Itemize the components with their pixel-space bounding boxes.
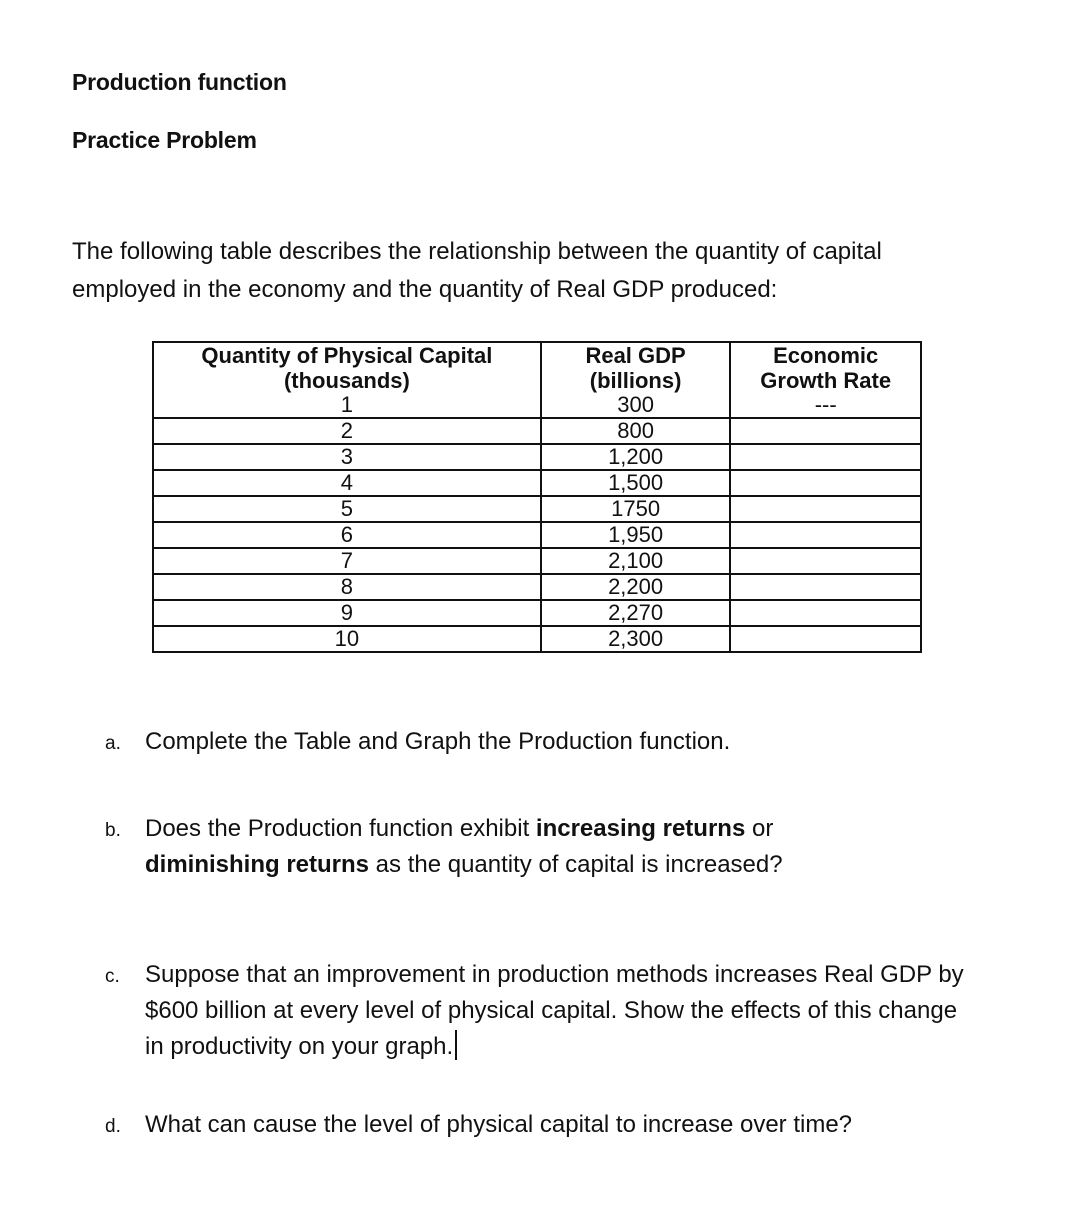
- gdp-cell: 1,500: [541, 470, 731, 496]
- table-row: [153, 600, 921, 626]
- header-growth: [730, 342, 921, 393]
- growth-cell: [730, 496, 921, 522]
- question-c-text: Suppose that an improvement in production methods increases Real GDP by $600 billion at every level of physical capital. Show the effects of this change in productivity on your graph.: [145, 961, 964, 1060]
- gdp-cell: 2,200: [541, 574, 731, 600]
- question-b-letter: b.: [105, 820, 121, 841]
- growth-cell: [730, 548, 921, 574]
- gdp-cell: 2,100: [541, 548, 731, 574]
- header-growth-line2: Growth Rate: [760, 368, 892, 393]
- gdp-cell: 2,300: [541, 626, 731, 652]
- capital-cell: 7: [153, 548, 541, 574]
- question-b-bold-1: increasing returns: [535, 815, 746, 842]
- header-capital-line2: (thousands): [283, 368, 410, 393]
- growth-cell: [730, 418, 921, 444]
- question-b-text-2: or: [745, 815, 774, 842]
- question-a: [105, 724, 965, 760]
- capital-cell: 1: [153, 393, 541, 418]
- question-d-letter: d.: [105, 1116, 121, 1137]
- capital-cell: 4: [153, 470, 541, 496]
- question-b: [105, 811, 965, 883]
- question-b-text-3: as the quantity of capital is increased?: [369, 851, 783, 878]
- table-row: [153, 626, 921, 652]
- intro-paragraph: The following table describes the relationship between the quantity of capital employed in the economy and the quantity of Real GDP produced:: [72, 238, 882, 303]
- growth-cell: [730, 522, 921, 548]
- growth-cell: [730, 470, 921, 496]
- capital-cell: 8: [153, 574, 541, 600]
- gdp-cell: 1,200: [541, 444, 731, 470]
- table-row: [153, 444, 921, 470]
- gdp-cell: 2,270: [541, 600, 731, 626]
- table-row: [153, 470, 921, 496]
- growth-cell: [730, 600, 921, 626]
- question-a-text: Complete the Table and Graph the Production function.: [145, 728, 731, 755]
- growth-cell: ---: [730, 393, 921, 418]
- page-title: Production function: [72, 69, 287, 95]
- table-row: [153, 418, 921, 444]
- capital-cell: 3: [153, 444, 541, 470]
- question-c: [105, 957, 965, 1065]
- question-d: [105, 1107, 965, 1143]
- table-row: [153, 522, 921, 548]
- question-c-letter: c.: [105, 966, 120, 987]
- growth-cell: [730, 626, 921, 652]
- page-subtitle: Practice Problem: [72, 127, 257, 153]
- question-b-bold-2: diminishing returns: [145, 851, 370, 878]
- gdp-cell: 1,950: [541, 522, 731, 548]
- question-d-text: What can cause the level of physical capital to increase over time?: [145, 1111, 853, 1138]
- header-gdp-line1: Real GDP: [585, 343, 686, 368]
- growth-cell: [730, 574, 921, 600]
- capital-cell: 9: [153, 600, 541, 626]
- capital-cell: 10: [153, 626, 541, 652]
- header-capital-line1: Quantity of Physical Capital: [201, 343, 493, 368]
- gdp-cell: 1750: [541, 496, 731, 522]
- growth-cell: [730, 444, 921, 470]
- header-capital: [153, 342, 541, 393]
- question-b-text-1: Does the Production function exhibit: [145, 815, 536, 842]
- table-row: [153, 574, 921, 600]
- header-growth-line1: Economic: [773, 343, 879, 368]
- question-a-letter: a.: [105, 733, 121, 754]
- table-row: [153, 548, 921, 574]
- capital-cell: 5: [153, 496, 541, 522]
- table-row: [153, 496, 921, 522]
- header-gdp: [541, 342, 731, 393]
- capital-cell: 2: [153, 418, 541, 444]
- text-cursor: [455, 1030, 457, 1060]
- table-row: [153, 393, 921, 418]
- capital-cell: 6: [153, 522, 541, 548]
- table-header-row: [153, 342, 921, 393]
- production-table: [152, 341, 922, 653]
- gdp-cell: 300: [541, 393, 731, 418]
- header-gdp-line2: (billions): [589, 368, 682, 393]
- gdp-cell: 800: [541, 418, 731, 444]
